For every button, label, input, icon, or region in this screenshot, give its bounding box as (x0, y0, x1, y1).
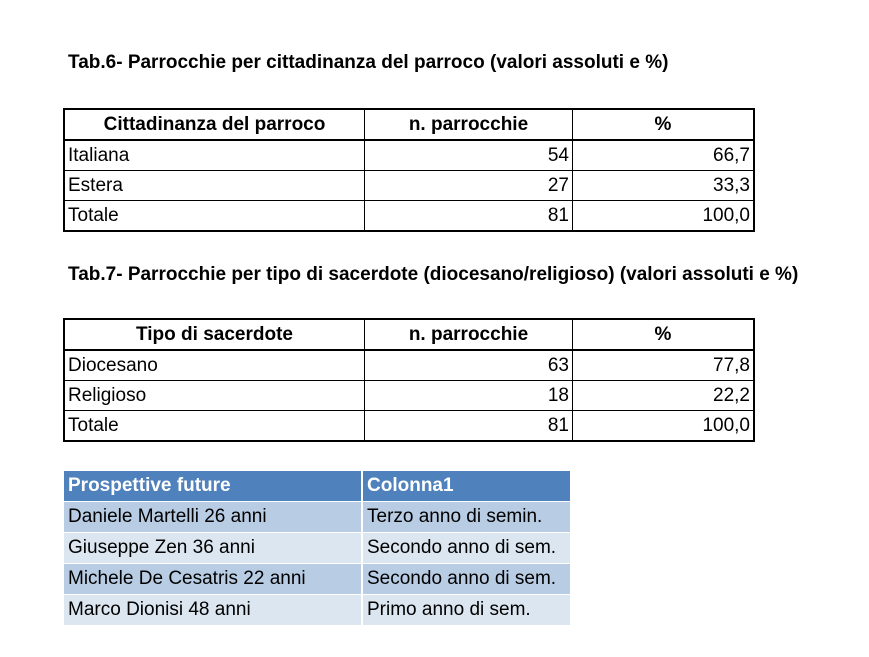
table-row (64, 502, 570, 533)
column-header-citizenship: Cittadinanza del parroco (64, 109, 365, 140)
cell-seminary-year: Secondo anno di sem. (363, 564, 570, 595)
cell-name: Michele De Cesatris 22 anni (64, 564, 363, 595)
table-header-row (64, 109, 754, 140)
cell-category: Totale (64, 201, 365, 232)
table-row-total (64, 201, 754, 232)
cell-count: 63 (365, 350, 573, 381)
table7-title: Tab.7- Parrocchie per tipo di sacerdote (diocesano/religioso) (valori assoluti e %) (68, 264, 799, 285)
cell-seminary-year: Terzo anno di semin. (363, 502, 570, 533)
table-header-row (64, 471, 570, 502)
cell-count: 81 (365, 411, 573, 442)
cell-percent: 77,8 (573, 350, 755, 381)
column-header-colonna1: Colonna1 (363, 471, 570, 502)
table7-priest-type (63, 318, 755, 442)
cell-percent: 33,3 (573, 171, 755, 201)
future-prospects-table (64, 471, 570, 626)
cell-name: Marco Dionisi 48 anni (64, 595, 363, 626)
cell-category: Totale (64, 411, 365, 442)
column-header-parish-count: n. parrocchie (365, 319, 573, 350)
cell-category: Religioso (64, 381, 365, 411)
cell-count: 54 (365, 140, 573, 171)
column-header-future-prospects: Prospettive future (64, 471, 363, 502)
table6-title: Tab.6- Parrocchie per cittadinanza del parroco (valori assoluti e %) (68, 52, 669, 73)
column-header-percent: % (573, 109, 755, 140)
cell-percent: 100,0 (573, 411, 755, 442)
cell-category: Estera (64, 171, 365, 201)
column-header-percent: % (573, 319, 755, 350)
table-row (64, 381, 754, 411)
table-header-row (64, 319, 754, 350)
table6-citizenship (63, 108, 755, 232)
cell-count: 27 (365, 171, 573, 201)
table-row (64, 564, 570, 595)
column-header-priest-type: Tipo di sacerdote (64, 319, 365, 350)
cell-count: 18 (365, 381, 573, 411)
table-row (64, 171, 754, 201)
cell-percent: 22,2 (573, 381, 755, 411)
cell-seminary-year: Secondo anno di sem. (363, 533, 570, 564)
cell-seminary-year: Primo anno di sem. (363, 595, 570, 626)
column-header-parish-count: n. parrocchie (365, 109, 573, 140)
cell-count: 81 (365, 201, 573, 232)
cell-category: Diocesano (64, 350, 365, 381)
cell-name: Daniele Martelli 26 anni (64, 502, 363, 533)
table-row (64, 350, 754, 381)
cell-percent: 100,0 (573, 201, 755, 232)
table-row-total (64, 411, 754, 442)
table-row (64, 140, 754, 171)
table-row (64, 533, 570, 564)
cell-category: Italiana (64, 140, 365, 171)
cell-name: Giuseppe Zen 36 anni (64, 533, 363, 564)
table-row (64, 595, 570, 626)
cell-percent: 66,7 (573, 140, 755, 171)
